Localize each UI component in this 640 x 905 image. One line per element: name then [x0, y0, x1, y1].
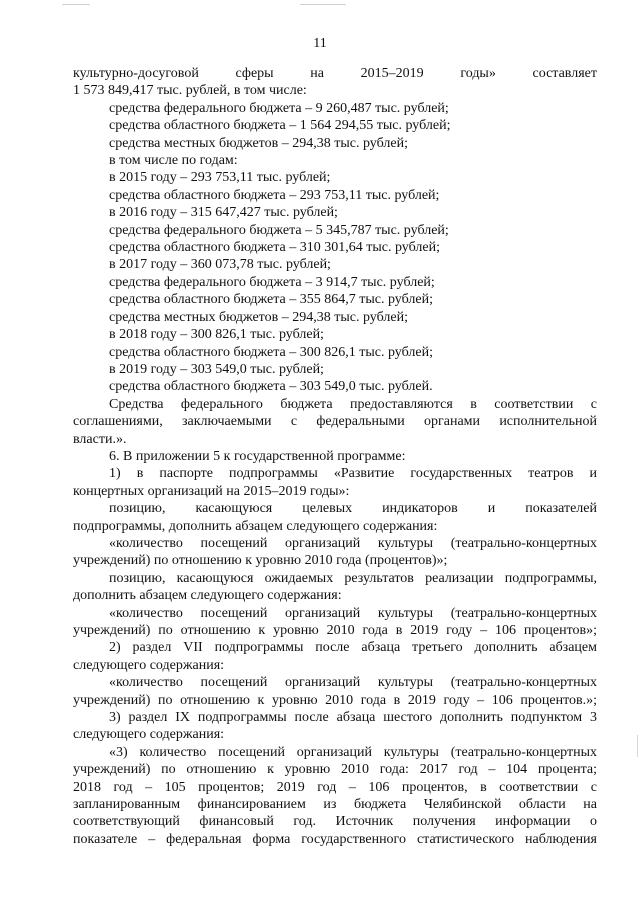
- text-line: следующего содержания:: [73, 657, 225, 673]
- document-body: [73, 65, 597, 848]
- text-line: запланированным финансированием из бюджета Челябинской области на: [73, 797, 597, 813]
- text-line: подпрограммы, дополнить абзацем следующего содержания:: [73, 518, 438, 534]
- text-line: в 2018 году – 300 826,1 тыс. рублей;: [109, 327, 324, 343]
- text-line: учреждений) по отношению к уровню 2010 года в 2019 году – 106 процентов»;: [73, 623, 597, 638]
- text-line: Средства федерального бюджета предоставляются в соответствии с: [109, 396, 597, 412]
- scan-artifact: [300, 4, 346, 5]
- text-line: власти.».: [73, 431, 127, 447]
- text-line: в 2015 году – 293 753,11 тыс. рублей;: [109, 170, 331, 186]
- text-line: учреждений) по отношению к уровню 2010 года: 2017 год – 104 процента;: [73, 762, 597, 778]
- text-line: соглашениями, заключаемыми с федеральными органами исполнительной: [73, 414, 597, 430]
- text-line: культурно-досуговой сферы на 2015–2019 годы» составляет: [73, 66, 597, 81]
- text-line: средства местных бюджетов – 294,38 тыс. рублей;: [109, 135, 408, 151]
- text-line: средства федерального бюджета – 5 345,787 тыс. рублей;: [109, 222, 449, 238]
- text-line: средства федерального бюджета – 9 260,487 тыс. рублей;: [109, 100, 449, 116]
- page-number: 11: [313, 36, 327, 51]
- text-line: в 2017 году – 360 073,78 тыс. рублей;: [109, 257, 331, 273]
- text-line: средства федерального бюджета – 3 914,7 тыс. рублей;: [109, 274, 435, 290]
- text-line: в том числе по годам:: [109, 153, 238, 169]
- text-line: «3) количество посещений организаций культуры (театрально-концертных: [109, 744, 597, 760]
- text-line: средства местных бюджетов – 294,38 тыс. рублей;: [109, 309, 408, 325]
- text-line: показателе – федеральная форма государственного статистического наблюдения: [73, 831, 597, 847]
- text-line: «количество посещений организаций культуры (театрально-концертных: [109, 675, 597, 691]
- text-line: «количество посещений организаций культуры (театрально-концертных: [109, 605, 597, 621]
- text-line: средства областного бюджета – 293 753,11 тыс. рублей;: [109, 187, 440, 203]
- text-line: следующего содержания:: [73, 727, 225, 743]
- text-line: соответствующий финансовый год. Источник получения информации о: [73, 814, 597, 830]
- text-line: 3) раздел IX подпрограммы после абзаца шестого дополнить подпунктом 3: [109, 710, 597, 726]
- text-line: средства областного бюджета – 303 549,0 тыс. рублей.: [109, 379, 433, 395]
- text-line: учреждений) по отношению к уровню 2010 года (процентов)»;: [73, 553, 448, 569]
- text-line: 6. В приложении 5 к государственной программе:: [109, 448, 406, 464]
- text-line: 2018 год – 105 процентов; 2019 год – 106 процентов, в соответствии с: [73, 779, 597, 795]
- text-line: концертных организаций на 2015–2019 годы»:: [73, 483, 350, 499]
- text-line: средства областного бюджета – 355 864,7 тыс. рублей;: [109, 292, 433, 308]
- text-line: учреждений) по отношению к уровню 2010 года в 2019 году – 106 процентов.»;: [73, 692, 597, 708]
- text-line: средства областного бюджета – 310 301,64 тыс. рублей;: [109, 240, 440, 256]
- text-line: средства областного бюджета – 1 564 294,55 тыс. рублей;: [109, 118, 451, 134]
- text-line: в 2016 году – 315 647,427 тыс. рублей;: [109, 205, 338, 221]
- scan-artifact: [637, 735, 638, 757]
- text-line: 2) раздел VII подпрограммы после абзаца третьего дополнить абзацем: [109, 640, 597, 656]
- text-line: «количество посещений организаций культуры (театрально-концертных: [109, 535, 597, 551]
- text-line: в 2019 году – 303 549,0 тыс. рублей;: [109, 361, 324, 377]
- scan-artifact: [62, 4, 90, 5]
- text-line: позицию, касающуюся ожидаемых результатов реализации подпрограммы,: [109, 570, 597, 586]
- text-line: 1 573 849,417 тыс. рублей, в том числе:: [73, 83, 307, 99]
- text-line: 1) в паспорте подпрограммы «Развитие государственных театров и: [109, 466, 597, 482]
- text-line: дополнить абзацем следующего содержания:: [73, 588, 342, 604]
- text-line: позицию, касающуюся целевых индикаторов и показателей: [109, 501, 597, 517]
- text-line: средства областного бюджета – 300 826,1 тыс. рублей;: [109, 344, 433, 360]
